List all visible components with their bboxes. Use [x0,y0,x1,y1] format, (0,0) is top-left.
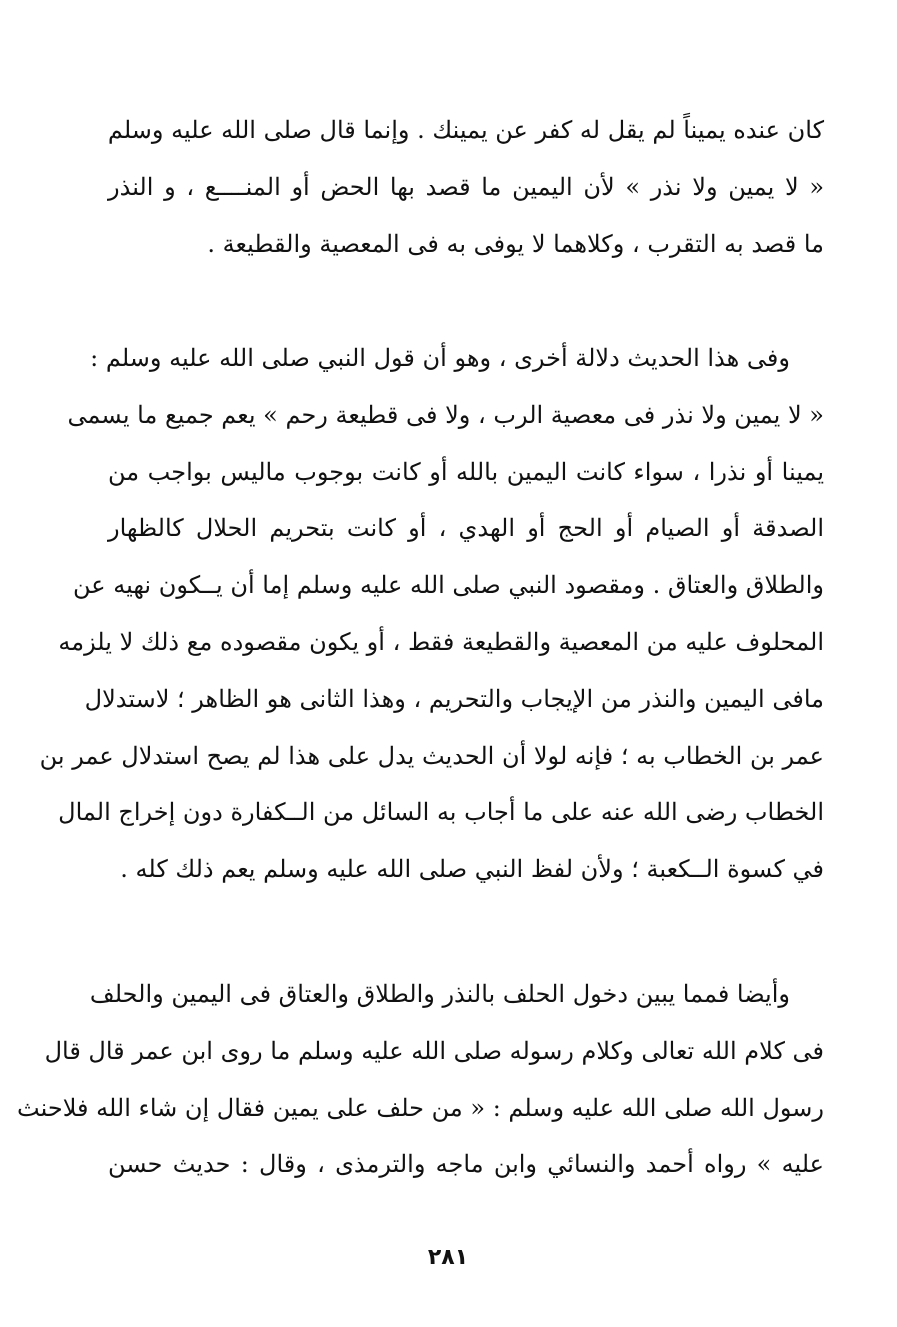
text-line: الخطاب رضى الله عنه على ما أجاب به السائل من الــكفارة دون إخراج المال [58,798,824,827]
text-line: مافى اليمين والنذر من الإيجاب والتحريم ، وهذا الثانى هو الظاهر ؛ لاستدلال [84,684,824,713]
text-line: المحلوف عليه من المعصية والقطيعة فقط ، أو يكون مقصوده مع ذلك لا يلزمه [58,627,824,656]
text-line: عليه » رواه أحمد والنسائي وابن ماجه والترمذى ، وقال : حديث حسن [108,1150,824,1179]
text-line: رسول الله صلى الله عليه وسلم : « من حلف على يمين فقال إن شاء الله فلاحنث [17,1093,824,1122]
page-number: ٢٨١ [427,1245,469,1270]
text-line: يمينا أو نذرا ، سواء كانت اليمين بالله أو كانت بوجوب ماليس بواجب من [108,457,824,486]
text-line: « لا يمين ولا نذر » لأن اليمين ما قصد بها الحض أو المنــــع ، و النذر [108,172,824,201]
text-line: فى كلام الله تعالى وكلام رسوله صلى الله عليه وسلم ما روى ابن عمر قال قال [44,1036,824,1065]
text-line: والطلاق والعتاق . ومقصود النبي صلى الله عليه وسلم إما أن يــكون نهيه عن [73,571,824,600]
text-line: في كسوة الــكعبة ؛ ولأن لفظ النبي صلى الله عليه وسلم يعم ذلك كله . [120,855,824,884]
text-line: كان عنده يميناً لم يقل له كفر عن يمينك . وإنما قال صلى الله عليه وسلم [107,116,824,144]
paragraph-3 [17,966,824,1193]
text-line: وأيضا فمما يبين دخول الحلف بالنذر والطلاق والعتاق فى اليمين والحلف [89,980,790,1008]
paragraph-2 [39,330,824,898]
text-line: الصدقة أو الصيام أو الحج أو الهدي ، أو كانت بتحريم الحلال كالظهار [108,514,824,543]
text-line: « لا يمين ولا نذر فى معصية الرب ، ولا فى قطيعة رحم » يعم جميع ما يسمى [67,400,824,429]
text-line: وفى هذا الحديث دلالة أخرى ، وهو أن قول النبي صلى الله عليه وسلم : [90,344,790,372]
paragraph-1 [108,102,824,272]
text-line: عمر بن الخطاب به ؛ فإنه لولا أن الحديث يدل على هذا لم يصح استدلال عمر بن [39,741,824,770]
text-line: ما قصد به التقرب ، وكلاهما لا يوفى به فى المعصية والقطيعة . [207,229,824,258]
